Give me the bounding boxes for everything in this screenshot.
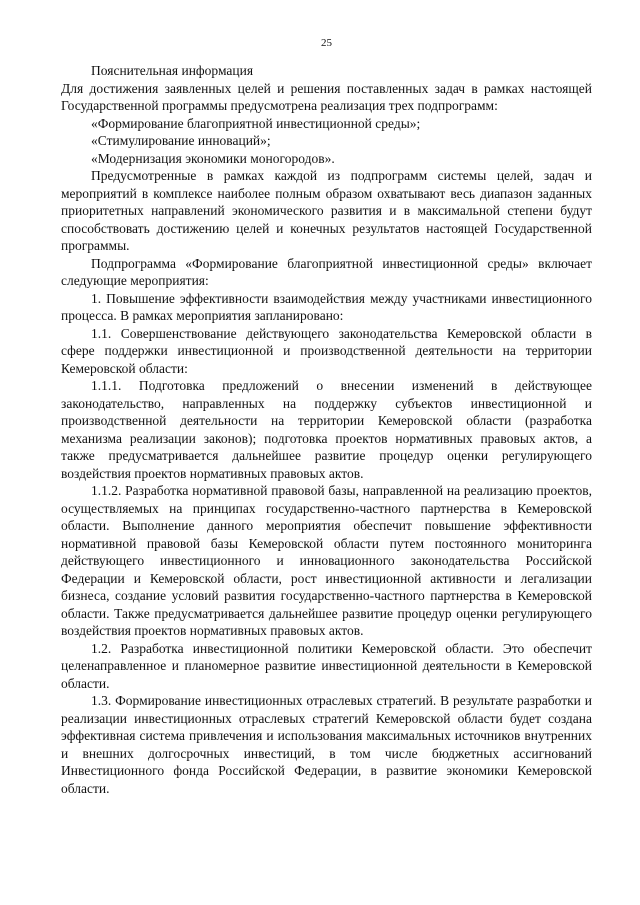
measure-1-1: 1.1. Совершенствование действующего законодательства Кемеровской области в сфере поддержки инвестиционной и производственной деятельности на территории Кемеровской области: xyxy=(61,325,592,376)
measure-1-1-1: 1.1.1. Подготовка предложений о внесении изменений в действующее законодательство, направленных на поддержку субъектов инвестиционной и производственной деятельности на территории Кемеровской области (разработка механизма реализации законов); подготовка проектов нормативных правовых актов, а также предусматривается дальнейшее развитие процедур оценки регулирующего воздействия проектов нормативных правовых актов. xyxy=(61,378,592,481)
subprogram-item-1: «Формирование благоприятной инвестиционной среды»; xyxy=(91,115,421,131)
measure-1-1-2: 1.1.2. Разработка нормативной правовой базы, направленной на реализацию проектов, осуществляемых на принципах государственно-частного партнерства в Кемеровской области. Выполнение данного мероприятия обеспечит повышение эффективности нормативной правовой базы Кемеровской области путем постоянного мониторинга действующего инвестиционного и инновационного законодательства Российской Федерации и Кемеровской области, рост инвестиционной активности и легализации бизнеса, создание условий развития государственно-частного партнерства в Кемеровской области. Также предусматривается дальнейшее развитие процедур оценки регулирующего воздействия проектов нормативных правовых актов. xyxy=(61,483,592,638)
subprogram-item-3: «Модернизация экономики моногородов». xyxy=(91,150,335,166)
paragraph-intro: Для достижения заявленных целей и решения поставленных задач в рамках настоящей Государственной программы предусмотрена реализация трех подпрограмм: xyxy=(61,80,592,113)
paragraph-goals: Предусмотренные в рамках каждой из подпрограмм системы целей, задач и мероприятий в комплексе наиболее полным образом охватывают весь диапазон заданных приоритетных направлений экономического развития и в максимальной степени будут способствовать достижению целей и конечных результатов настоящей Государственной программы. xyxy=(61,168,592,253)
measure-1-3: 1.3. Формирование инвестиционных отраслевых стратегий. В результате разработки и реализации инвестиционных отраслевых стратегий Кемеровской области будет создана эффективная система привлечения и использования максимальных источников внутренних и внешних долгосрочных инвестиций, в том числе бюджетных ассигнований Инвестиционного фонда Российской Федерации, в развитие экономики Кемеровской области. xyxy=(61,693,592,796)
section-heading: Пояснительная информация xyxy=(91,63,254,78)
subprogram-item-2: «Стимулирование инноваций»; xyxy=(91,133,271,148)
page-number: 25 xyxy=(321,37,332,49)
paragraph-subprogram-measures: Подпрограмма «Формирование благоприятной инвестиционной среды» включает следующие мероприятия: xyxy=(61,255,592,288)
measure-1-2: 1.2. Разработка инвестиционной политики Кемеровской области. Это обеспечит целенаправленное и планомерное развитие инвестиционной деятельности в Кемеровской области. xyxy=(61,640,592,691)
measure-1: 1. Повышение эффективности взаимодействия между участниками инвестиционного процесса. В рамках мероприятия запланировано: xyxy=(61,290,592,323)
